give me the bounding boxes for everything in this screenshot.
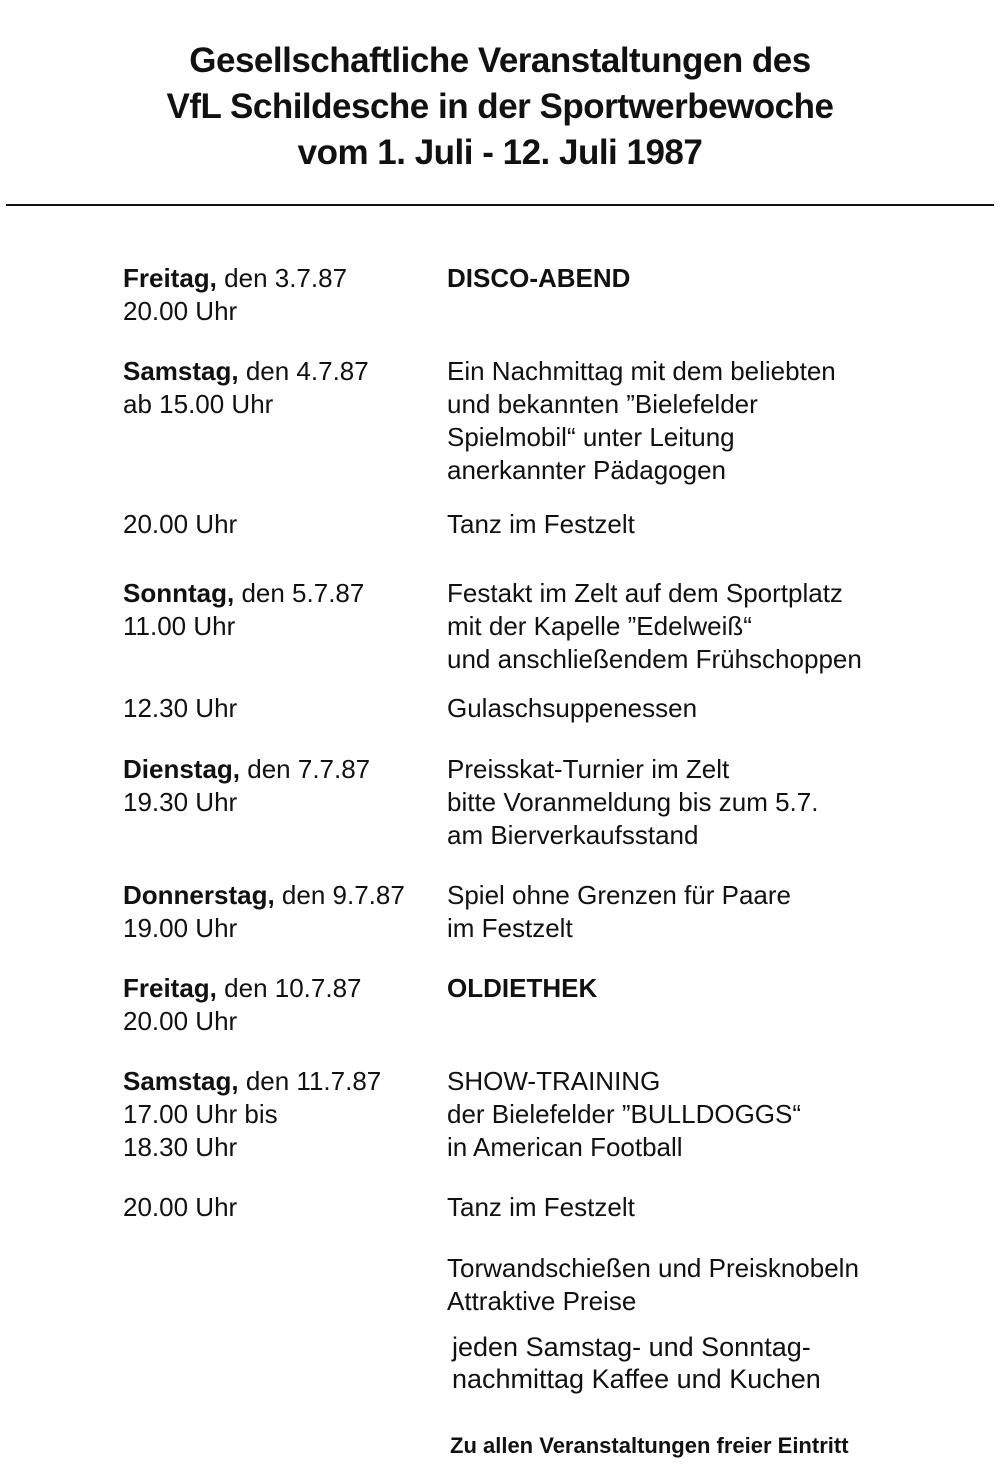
time-label: 17.00 Uhr bis xyxy=(123,1099,278,1129)
event-line: Ein Nachmittag mit dem beliebten xyxy=(447,356,836,386)
event-line: am Bierverkaufsstand xyxy=(447,820,699,850)
event-line: Festakt im Zelt auf dem Sportplatz xyxy=(447,578,843,608)
kaffee-note xyxy=(452,1331,821,1395)
title-line-1: Gesellschaftliche Veranstaltungen des xyxy=(189,41,811,80)
time-label: 19.30 Uhr xyxy=(123,787,238,817)
schedule-date-time xyxy=(123,753,370,819)
date-label: den 3.7.87 xyxy=(216,263,348,293)
date-label: den 4.7.87 xyxy=(238,356,369,386)
event-line: der Bielefelder ”BULLDOGGS“ xyxy=(447,1099,802,1129)
time-label: ab 15.00 Uhr xyxy=(123,389,274,419)
header-divider xyxy=(6,204,994,206)
schedule-date-time xyxy=(123,972,362,1038)
day-label: Samstag, xyxy=(123,1066,239,1096)
schedule-date-time xyxy=(123,355,369,421)
event-line: OLDIETHEK xyxy=(447,973,598,1003)
event-line: Tanz im Festzelt xyxy=(447,1192,635,1222)
event-line: Torwandschießen und Preisknobeln xyxy=(447,1253,859,1283)
page-title xyxy=(0,38,1000,176)
schedule-date-time xyxy=(123,262,347,328)
schedule-event xyxy=(447,262,630,295)
schedule-date-time xyxy=(123,1191,237,1224)
day-label: Freitag, xyxy=(123,973,217,1003)
date-label: den 10.7.87 xyxy=(216,973,362,1003)
schedule-event xyxy=(447,508,635,541)
time-label: 20.00 Uhr xyxy=(123,509,238,539)
event-line: DISCO-ABEND xyxy=(447,263,631,293)
event-line: jeden Samstag- und Sonntag- xyxy=(452,1332,811,1362)
time-label: 20.00 Uhr xyxy=(123,1006,238,1036)
schedule-date-time xyxy=(123,1065,381,1164)
time-label: 20.00 Uhr xyxy=(123,1192,238,1222)
event-line: Spiel ohne Grenzen für Paare xyxy=(447,880,791,910)
schedule-event xyxy=(447,1191,635,1224)
time-label: 18.30 Uhr xyxy=(123,1132,238,1162)
date-label: den 11.7.87 xyxy=(238,1066,382,1096)
time-label: 20.00 Uhr xyxy=(123,296,238,326)
event-line: nachmittag Kaffee und Kuchen xyxy=(452,1364,821,1394)
day-label: Donnerstag, xyxy=(123,880,275,910)
schedule-date-time xyxy=(123,692,237,725)
title-line-3: vom 1. Juli - 12. Juli 1987 xyxy=(297,133,703,172)
title-line-2: VfL Schildesche in der Sportwerbewoche xyxy=(166,87,834,126)
event-line: und anschließendem Frühschoppen xyxy=(447,644,862,674)
time-label: 12.30 Uhr xyxy=(123,693,238,723)
event-line: und bekannten ”Bielefelder xyxy=(447,389,758,419)
date-label: den 9.7.87 xyxy=(274,880,405,910)
schedule-event xyxy=(447,879,791,945)
time-label: 11.00 Uhr xyxy=(123,611,236,641)
time-label: 19.00 Uhr xyxy=(123,913,238,943)
day-label: Sonntag, xyxy=(123,578,235,608)
event-line: Attraktive Preise xyxy=(447,1286,637,1316)
schedule-event xyxy=(447,577,862,676)
schedule-date-time xyxy=(123,577,364,643)
date-label: den 7.7.87 xyxy=(240,754,371,784)
schedule-event xyxy=(447,355,836,487)
schedule-date-time xyxy=(123,879,405,945)
day-label: Dienstag, xyxy=(123,754,241,784)
event-line: bitte Voranmeldung bis zum 5.7. xyxy=(447,787,819,817)
event-line: in American Football xyxy=(447,1132,683,1162)
day-label: Freitag, xyxy=(123,263,217,293)
schedule-event xyxy=(447,753,818,852)
event-line: mit der Kapelle ”Edelweiß“ xyxy=(447,611,752,641)
event-line: Tanz im Festzelt xyxy=(447,509,635,539)
schedule-date-time xyxy=(123,508,237,541)
event-line: anerkannter Pädagogen xyxy=(447,455,727,485)
event-line: im Festzelt xyxy=(447,913,573,943)
free-entry-note: Zu allen Veranstaltungen freier Eintritt xyxy=(450,1433,849,1458)
event-line: Preisskat-Turnier im Zelt xyxy=(447,754,730,784)
schedule-event xyxy=(447,972,597,1005)
event-line: SHOW-TRAINING xyxy=(447,1066,661,1096)
event-line: Gulaschsuppenessen xyxy=(447,693,698,723)
schedule-event xyxy=(447,692,697,725)
day-label: Samstag, xyxy=(123,356,239,386)
schedule-event xyxy=(447,1065,801,1164)
date-label: den 5.7.87 xyxy=(234,578,365,608)
event-line: Spielmobil“ unter Leitung xyxy=(447,422,735,452)
torwand-note xyxy=(447,1252,859,1318)
